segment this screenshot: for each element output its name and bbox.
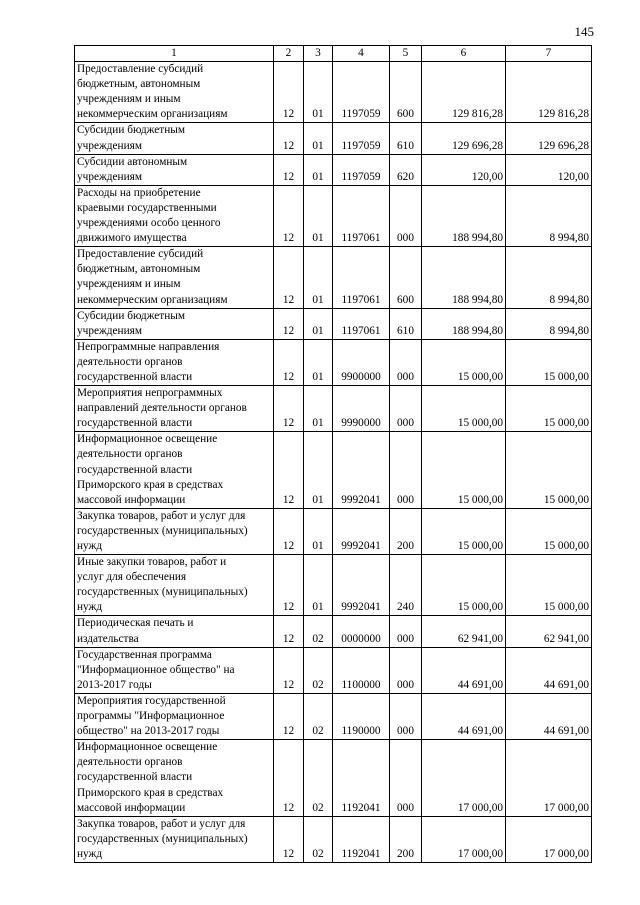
amount-cell: 8 994,80 (506, 185, 592, 246)
row-name-cell: Закупка товаров, работ и услуг для государственных (муниципальных) нужд (75, 816, 274, 862)
table-row (75, 740, 592, 816)
table-row (75, 339, 592, 385)
subsection-code-cell: 01 (304, 508, 333, 554)
expense-type-cell: 000 (390, 616, 422, 647)
target-article-cell: 9992041 (333, 508, 390, 554)
section-code-cell: 12 (274, 616, 304, 647)
table-row (75, 308, 592, 339)
expense-type-cell: 620 (390, 154, 422, 185)
section-code-cell: 12 (274, 816, 304, 862)
row-name-cell: Предоставление субсидий бюджетным, автономным учреждениям и иным некоммерческим организациям (75, 62, 274, 123)
column-header: 2 (274, 46, 304, 62)
subsection-code-cell: 01 (304, 154, 333, 185)
amount-cell: 15 000,00 (506, 339, 592, 385)
row-name-cell: Мероприятия государственной программы "Информационное общество" на 2013-2017 годы (75, 693, 274, 739)
budget-table (74, 45, 592, 863)
expense-type-cell: 240 (390, 555, 422, 616)
target-article-cell: 0000000 (333, 616, 390, 647)
target-article-cell: 1197061 (333, 308, 390, 339)
table-row (75, 508, 592, 554)
section-code-cell: 12 (274, 185, 304, 246)
amount-cell: 44 691,00 (506, 693, 592, 739)
page-number: 145 (574, 24, 594, 39)
column-header: 1 (75, 46, 274, 62)
section-code-cell: 12 (274, 123, 304, 154)
expense-type-cell: 610 (390, 123, 422, 154)
subsection-code-cell: 01 (304, 339, 333, 385)
column-header: 6 (422, 46, 506, 62)
amount-cell: 15 000,00 (506, 508, 592, 554)
section-code-cell: 12 (274, 308, 304, 339)
table-row (75, 555, 592, 616)
target-article-cell: 1192041 (333, 816, 390, 862)
amount-cell: 62 941,00 (506, 616, 592, 647)
subsection-code-cell: 02 (304, 616, 333, 647)
expense-type-cell: 000 (390, 386, 422, 432)
expense-type-cell: 600 (390, 62, 422, 123)
row-name-cell: Субсидии бюджетным учреждениям (75, 123, 274, 154)
amount-cell: 44 691,00 (422, 647, 506, 693)
target-article-cell: 1192041 (333, 740, 390, 816)
amount-cell: 188 994,80 (422, 185, 506, 246)
row-name-cell: Мероприятия непрограммных направлений деятельности органов государственной власти (75, 386, 274, 432)
expense-type-cell: 000 (390, 432, 422, 508)
target-article-cell: 1197059 (333, 62, 390, 123)
section-code-cell: 12 (274, 386, 304, 432)
table-row (75, 185, 592, 246)
target-article-cell: 1197059 (333, 154, 390, 185)
table-row (75, 386, 592, 432)
table-row (75, 154, 592, 185)
subsection-code-cell: 01 (304, 555, 333, 616)
amount-cell: 120,00 (422, 154, 506, 185)
amount-cell: 15 000,00 (506, 432, 592, 508)
subsection-code-cell: 01 (304, 185, 333, 246)
amount-cell: 129 696,28 (422, 123, 506, 154)
header-row (75, 46, 592, 62)
row-name-cell: Закупка товаров, работ и услуг для государственных (муниципальных) нужд (75, 508, 274, 554)
subsection-code-cell: 02 (304, 740, 333, 816)
table-row (75, 693, 592, 739)
expense-type-cell: 200 (390, 816, 422, 862)
expense-type-cell: 600 (390, 247, 422, 308)
amount-cell: 15 000,00 (422, 386, 506, 432)
row-name-cell: Непрограммные направления деятельности органов государственной власти (75, 339, 274, 385)
row-name-cell: Государственная программа "Информационное общество" на 2013-2017 годы (75, 647, 274, 693)
amount-cell: 15 000,00 (506, 555, 592, 616)
subsection-code-cell: 01 (304, 432, 333, 508)
section-code-cell: 12 (274, 432, 304, 508)
table-row (75, 616, 592, 647)
amount-cell: 120,00 (506, 154, 592, 185)
amount-cell: 15 000,00 (422, 555, 506, 616)
row-name-cell: Информационное освещение деятельности органов государственной власти Приморского края в средствах массовой информации (75, 740, 274, 816)
expense-type-cell: 610 (390, 308, 422, 339)
expense-type-cell: 200 (390, 508, 422, 554)
amount-cell: 62 941,00 (422, 616, 506, 647)
section-code-cell: 12 (274, 247, 304, 308)
amount-cell: 17 000,00 (506, 740, 592, 816)
section-code-cell: 12 (274, 62, 304, 123)
subsection-code-cell: 01 (304, 386, 333, 432)
row-name-cell: Периодическая печать и издательства (75, 616, 274, 647)
amount-cell: 15 000,00 (422, 508, 506, 554)
amount-cell: 44 691,00 (422, 693, 506, 739)
section-code-cell: 12 (274, 508, 304, 554)
amount-cell: 15 000,00 (506, 386, 592, 432)
subsection-code-cell: 01 (304, 247, 333, 308)
row-name-cell: Субсидии автономным учреждениям (75, 154, 274, 185)
expense-type-cell: 000 (390, 339, 422, 385)
row-name-cell: Информационное освещение деятельности органов государственной власти Приморского края в средствах массовой информации (75, 432, 274, 508)
subsection-code-cell: 01 (304, 308, 333, 339)
amount-cell: 17 000,00 (422, 816, 506, 862)
amount-cell: 129 696,28 (506, 123, 592, 154)
amount-cell: 17 000,00 (506, 816, 592, 862)
subsection-code-cell: 02 (304, 647, 333, 693)
table-row (75, 62, 592, 123)
row-name-cell: Субсидии бюджетным учреждениям (75, 308, 274, 339)
column-header: 7 (506, 46, 592, 62)
amount-cell: 8 994,80 (506, 308, 592, 339)
section-code-cell: 12 (274, 693, 304, 739)
table-row (75, 816, 592, 862)
table-row (75, 123, 592, 154)
row-name-cell: Предоставление субсидий бюджетным, автономным учреждениям и иным некоммерческим организациям (75, 247, 274, 308)
section-code-cell: 12 (274, 740, 304, 816)
column-header: 3 (304, 46, 333, 62)
expense-type-cell: 000 (390, 740, 422, 816)
amount-cell: 188 994,80 (422, 247, 506, 308)
subsection-code-cell: 01 (304, 62, 333, 123)
target-article-cell: 1197059 (333, 123, 390, 154)
section-code-cell: 12 (274, 339, 304, 385)
row-name-cell: Иные закупки товаров, работ и услуг для обеспечения государственных (муниципальных) нужд (75, 555, 274, 616)
section-code-cell: 12 (274, 647, 304, 693)
amount-cell: 44 691,00 (506, 647, 592, 693)
subsection-code-cell: 02 (304, 693, 333, 739)
column-header: 5 (390, 46, 422, 62)
subsection-code-cell: 02 (304, 816, 333, 862)
amount-cell: 129 816,28 (422, 62, 506, 123)
target-article-cell: 9990000 (333, 386, 390, 432)
amount-cell: 15 000,00 (422, 339, 506, 385)
amount-cell: 8 994,80 (506, 247, 592, 308)
amount-cell: 15 000,00 (422, 432, 506, 508)
target-article-cell: 1197061 (333, 247, 390, 308)
column-header: 4 (333, 46, 390, 62)
subsection-code-cell: 01 (304, 123, 333, 154)
target-article-cell: 1100000 (333, 647, 390, 693)
amount-cell: 129 816,28 (506, 62, 592, 123)
target-article-cell: 9992041 (333, 555, 390, 616)
table-row (75, 247, 592, 308)
target-article-cell: 1190000 (333, 693, 390, 739)
amount-cell: 188 994,80 (422, 308, 506, 339)
target-article-cell: 1197061 (333, 185, 390, 246)
expense-type-cell: 000 (390, 647, 422, 693)
expense-type-cell: 000 (390, 185, 422, 246)
section-code-cell: 12 (274, 154, 304, 185)
expense-type-cell: 000 (390, 693, 422, 739)
table-row (75, 647, 592, 693)
row-name-cell: Расходы на приобретение краевыми государственными учреждениями особо ценного движимого имущества (75, 185, 274, 246)
target-article-cell: 9992041 (333, 432, 390, 508)
table-row (75, 432, 592, 508)
amount-cell: 17 000,00 (422, 740, 506, 816)
target-article-cell: 9900000 (333, 339, 390, 385)
section-code-cell: 12 (274, 555, 304, 616)
